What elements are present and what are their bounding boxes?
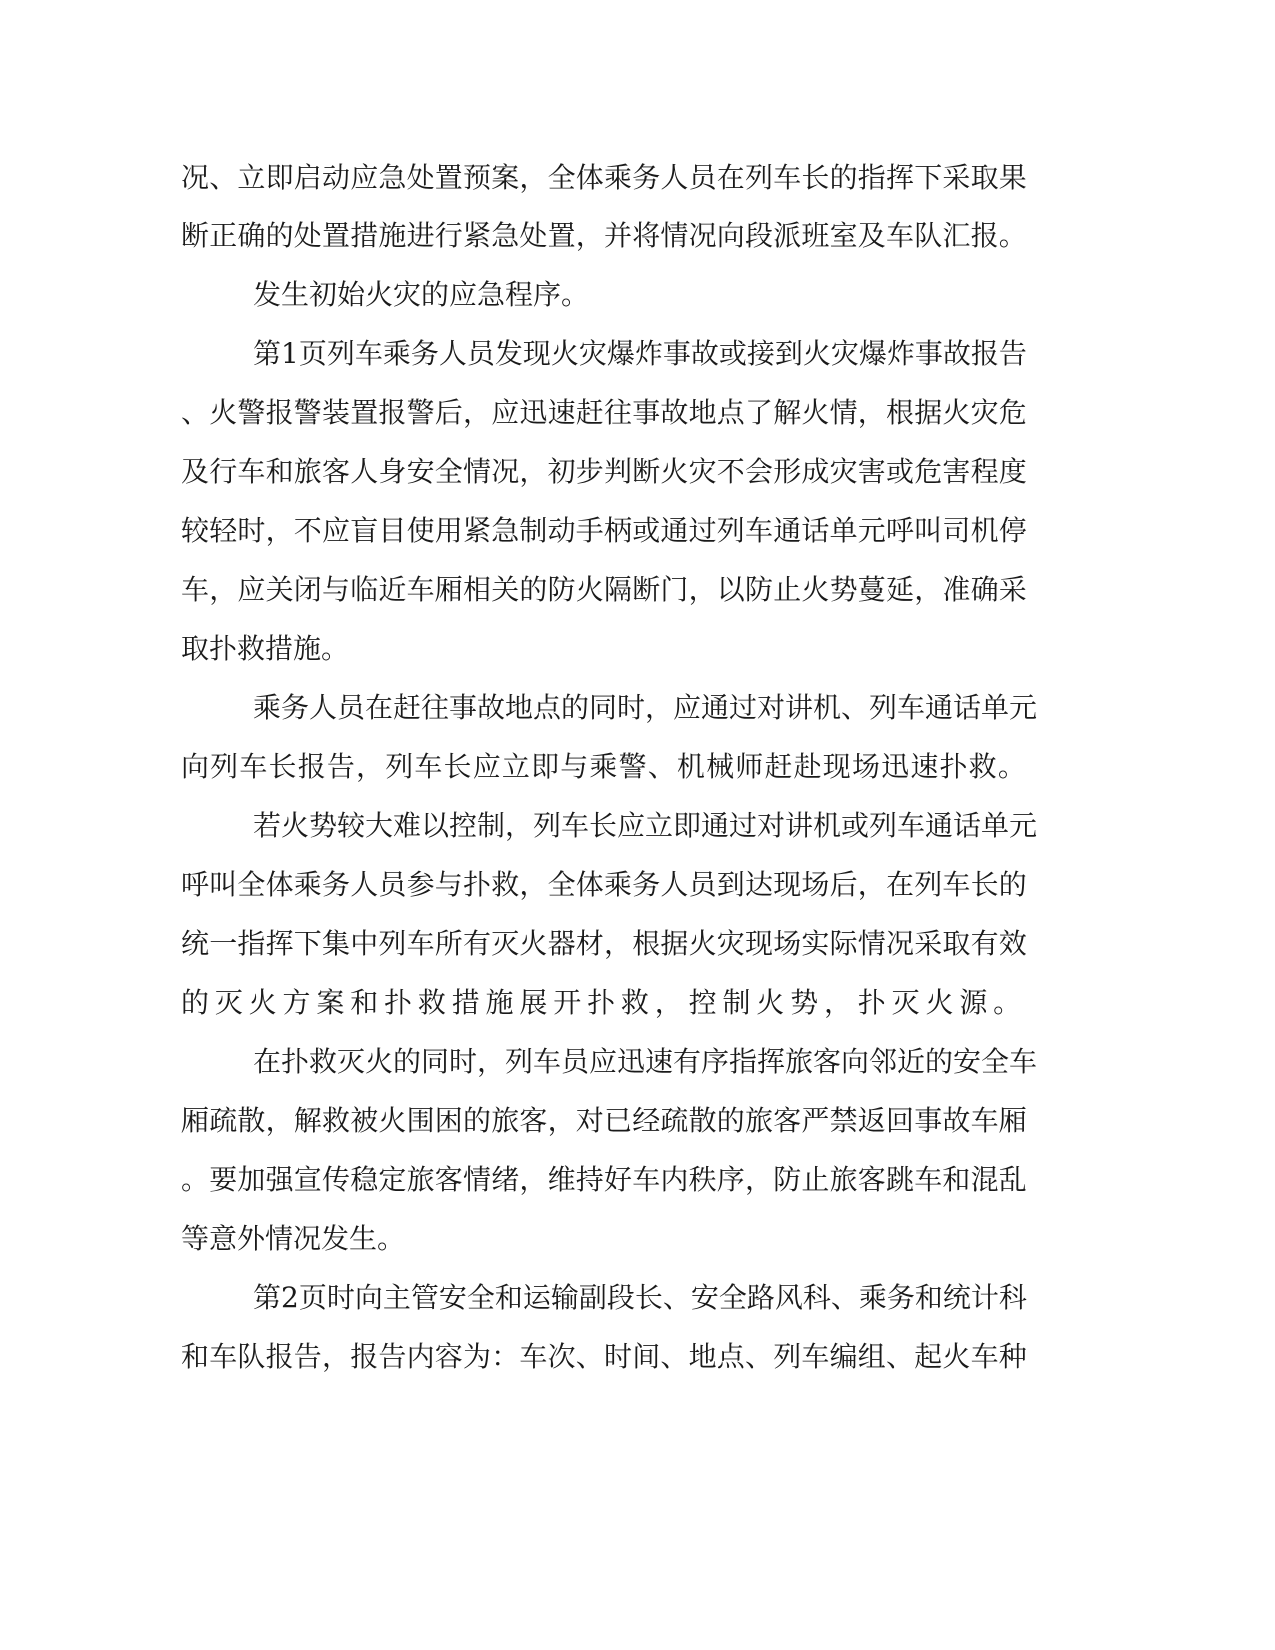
text-line: 呼叫全体乘务人员参与扑救，全体乘务人员到达现场后，在列车长的 — [181, 868, 1028, 901]
text-line: 的灭火方案和扑救措施展开扑救，控制火势，扑灭火源。 — [181, 986, 1028, 1019]
text-line: 在扑救灭火的同时，列车员应迅速有序指挥旅客向邻近的安全车 — [253, 1045, 1038, 1078]
text-line: 断正确的处置措施进行紧急处置，并将情况向段派班室及车队汇报。 — [181, 219, 1028, 252]
text-line: 、火警报警装置报警后，应迅速赶往事故地点了解火情，根据火灾危 — [181, 396, 1028, 429]
text-line: 第2页时向主管安全和运输副段长、安全路风科、乘务和统计科 — [253, 1281, 1027, 1314]
text-line: 较轻时，不应盲目使用紧急制动手柄或通过列车通话单元呼叫司机停 — [181, 514, 1028, 547]
text-line: 况、立即启动应急处置预案，全体乘务人员在列车长的指挥下采取果 — [181, 161, 1028, 194]
text-line: 向列车长报告，列车长应立即与乘警、机械师赶赴现场迅速扑救。 — [181, 750, 1028, 783]
text-line: 和车队报告，报告内容为：车次、时间、地点、列车编组、起火车种 — [181, 1340, 1028, 1373]
text-line: 第1页列车乘务人员发现火灾爆炸事故或接到火灾爆炸事故报告 — [253, 337, 1027, 370]
text-line: 若火势较大难以控制，列车长应立即通过对讲机或列车通话单元 — [253, 809, 1038, 842]
paragraph-heading: 发生初始火灾的应急程序。 — [253, 278, 590, 311]
text-line: 等意外情况发生。 — [181, 1222, 406, 1255]
text-line: 乘务人员在赶往事故地点的同时，应通过对讲机、列车通话单元 — [253, 691, 1038, 724]
text-line: 厢疏散，解救被火围困的旅客，对已经疏散的旅客严禁返回事故车厢 — [181, 1104, 1028, 1137]
text-line: 统一指挥下集中列车所有灭火器材，根据火灾现场实际情况采取有效 — [181, 927, 1028, 960]
text-line: 车，应关闭与临近车厢相关的防火隔断门，以防止火势蔓延，准确采 — [181, 573, 1028, 606]
text-line: 及行车和旅客人身安全情况，初步判断火灾不会形成灾害或危害程度 — [181, 455, 1028, 488]
text-line: 。要加强宣传稳定旅客情绪，维持好车内秩序，防止旅客跳车和混乱 — [181, 1163, 1028, 1196]
text-line: 取扑救措施。 — [181, 632, 350, 665]
